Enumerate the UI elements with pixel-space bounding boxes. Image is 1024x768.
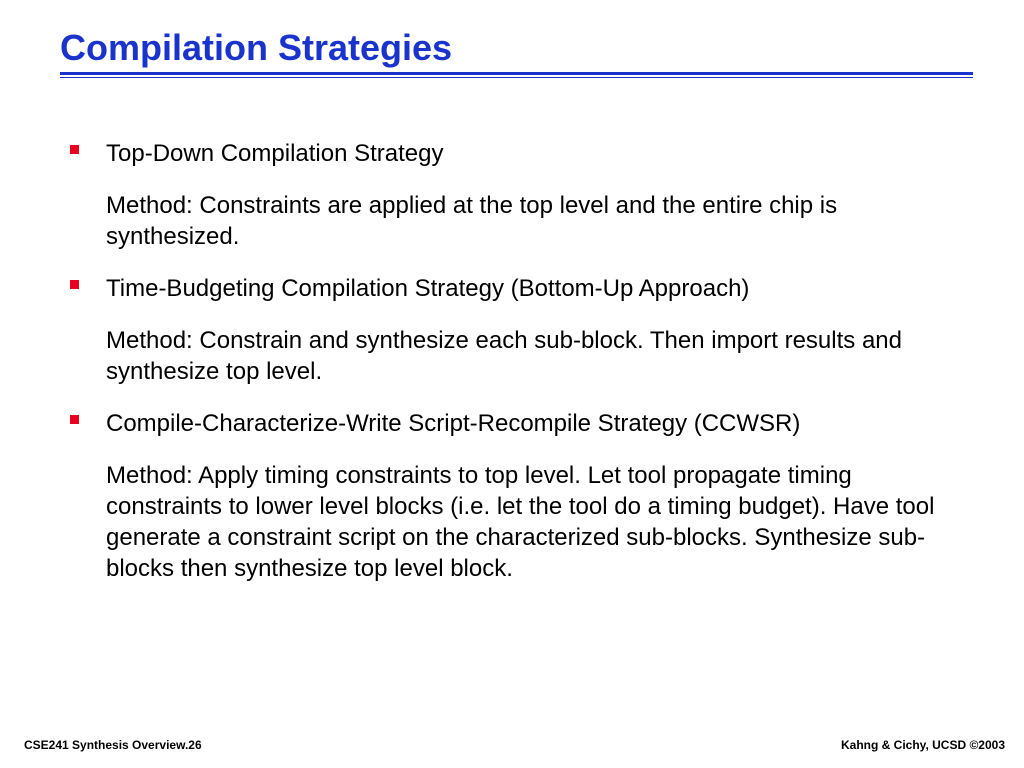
method-text: Method: Constraints are applied at the top level and the entire chip is synthesized. (106, 192, 838, 250)
title-underline (60, 72, 973, 75)
square-bullet-icon (70, 145, 79, 154)
square-bullet-icon (70, 415, 79, 424)
bullet-heading: Compile-Characterize-Write Script-Recompile Strategy (CCWSR) (106, 410, 801, 437)
bullet-list (0, 138, 1024, 605)
bullet-heading: Time-Budgeting Compilation Strategy (Bottom-Up Approach) (106, 275, 750, 302)
square-bullet-icon (70, 280, 79, 289)
footer-course-label: CSE241 Synthesis Overview.26 (24, 738, 202, 752)
method-text: Method: Apply timing constraints to top level. Let tool propagate timing constraints to lower level blocks (i.e. let the tool do a timing budget). Have tool generate a constraint script on the characterized sub-blocks. Synthesize sub-blocks then synthesize top level block. (106, 462, 935, 582)
footer-copyright: Kahng & Cichy, UCSD ©2003 (841, 738, 1005, 752)
bullet-item-top-down (0, 138, 1024, 252)
bullet-item-ccwsr (0, 408, 1024, 584)
bullet-item-time-budgeting (0, 273, 1024, 387)
method-text: Method: Constrain and synthesize each sub-block. Then import results and synthesize top level. (106, 327, 902, 385)
bullet-heading: Top-Down Compilation Strategy (106, 140, 444, 167)
slide-title: Compilation Strategies (60, 27, 453, 68)
title-underline-thin (60, 77, 973, 78)
